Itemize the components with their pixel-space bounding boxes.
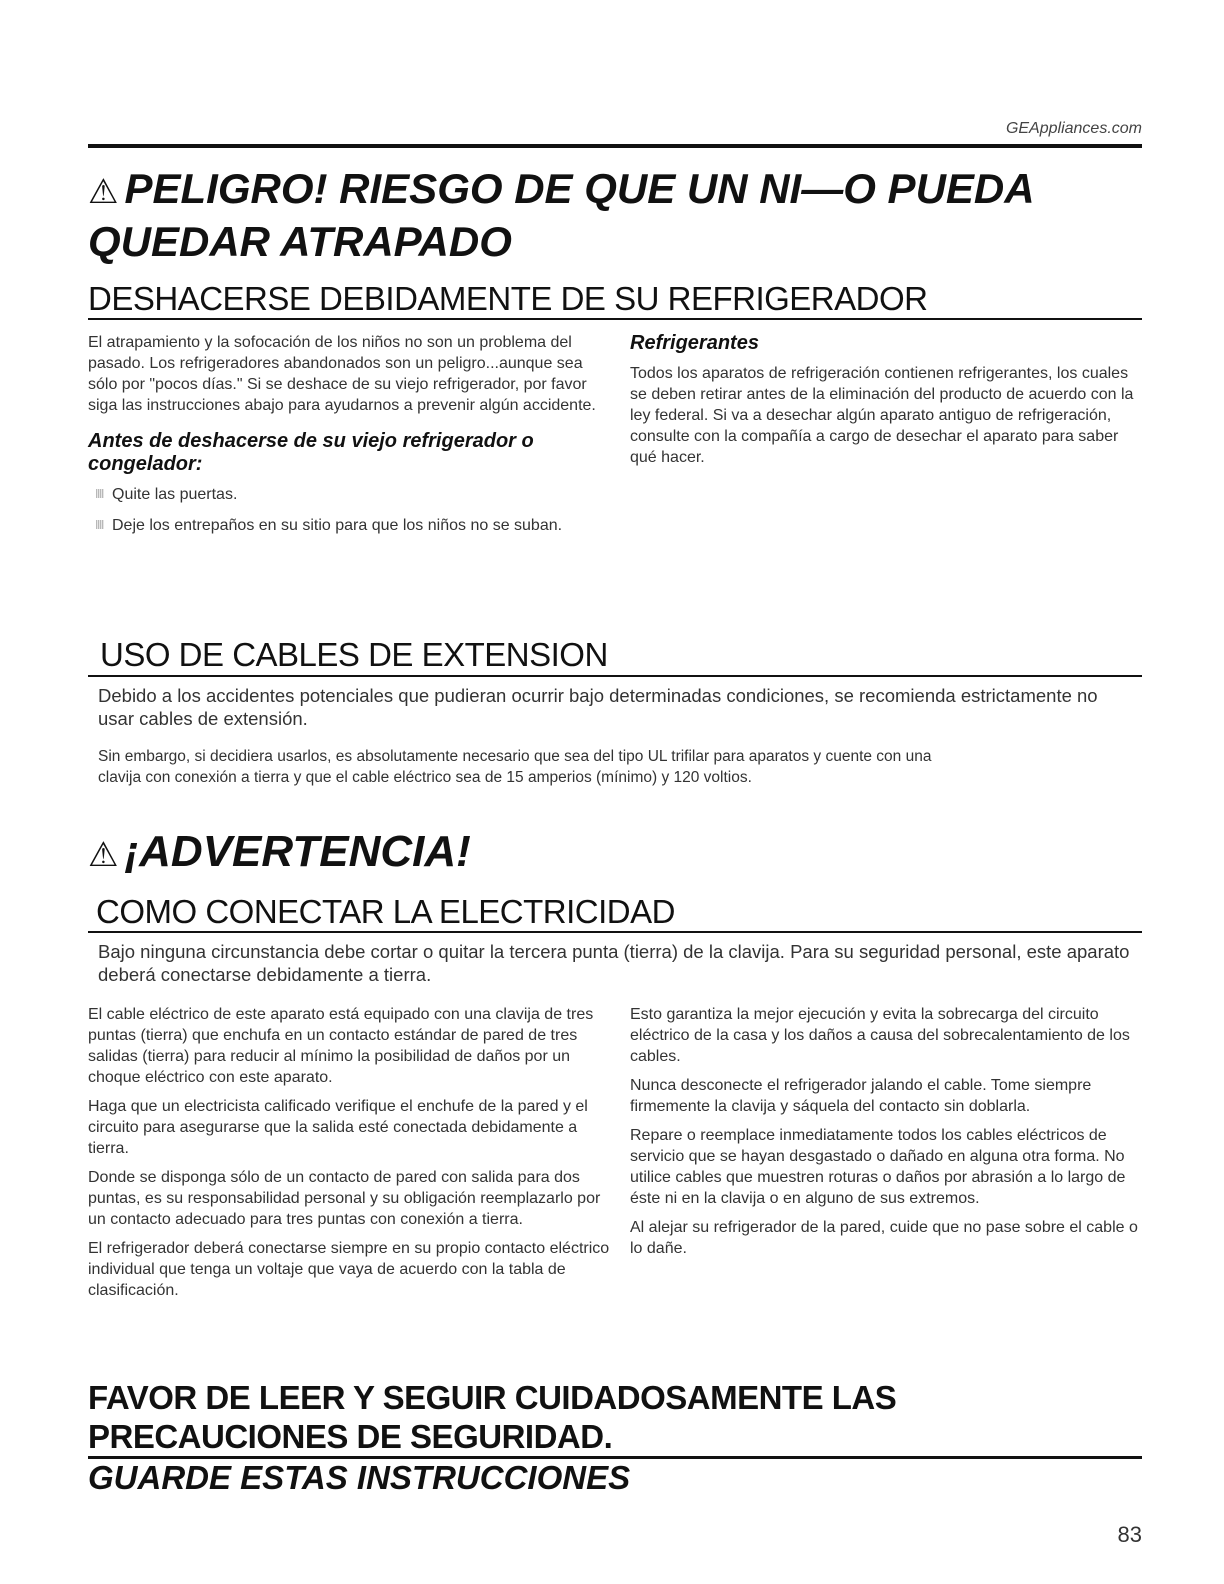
danger-title xyxy=(88,164,1142,267)
disposal-left-column xyxy=(88,332,598,546)
extension-heading: USO DE CABLES DE EXTENSION xyxy=(100,636,608,673)
electric-paragraph: Donde se disponga sólo de un contacto de pared con salida para dos puntas, es su responsabilidad personal y su obligación reemplazarlo por un contacto adecuado para tres puntas con conexión a tierra. xyxy=(88,1169,601,1228)
save-instructions-heading: GUARDE ESTAS INSTRUCCIONES xyxy=(88,1459,631,1496)
warning-title xyxy=(88,826,471,881)
bullet-text: Deje los entrepaños en su sitio para que los niños no se suban. xyxy=(112,517,563,534)
bullet-square-icon xyxy=(96,520,104,529)
danger-title-text: PELIGRO! RIESGO DE QUE UN NI—O PUEDA QUEDAR ATRAPADO xyxy=(88,165,1034,265)
electric-paragraph: Nunca desconecte el refrigerador jalando el cable. Tome siempre firmemente la clavija y sáquela del contacto sin doblarla. xyxy=(630,1077,1092,1115)
electric-paragraph: Repare o reemplace inmediatamente todos los cables eléctricos de servicio que se hayan desgastado o dañado en alguna otra forma. No utilice cables que muestren roturas o daños por abrasión a lo largo de éste ni en la clavija o en alguno de sus extremos. xyxy=(630,1127,1126,1207)
warning-triangle-icon: ⚠ xyxy=(88,173,119,211)
extension-lead: Debido a los accidentes potenciales que pudieran ocurrir bajo determinadas condiciones, se recomienda estrictamente no usar cables de extensión. xyxy=(98,685,1098,729)
warning-triangle-icon: ⚠ xyxy=(88,836,119,874)
manual-page xyxy=(88,0,1142,1584)
electric-lead: Bajo ninguna circunstancia debe cortar o quitar la tercera punta (tierra) de la clavija. Para su seguridad personal, este aparato deberá conectarse debidamente a tierra. xyxy=(98,941,1130,985)
before-disposal-heading: Antes de deshacerse de su viejo refrigerador o congelador: xyxy=(88,430,534,475)
site-url: GEAppliances.com xyxy=(1005,120,1142,137)
bullet-item xyxy=(88,515,598,536)
extension-rule xyxy=(88,675,1142,677)
warning-title-text: ¡ADVERTENCIA! xyxy=(124,827,471,876)
electric-paragraph: Al alejar su refrigerador de la pared, cuide que no pase sobre el cable o lo dañe. xyxy=(630,1219,1138,1257)
page-number: 83 xyxy=(1117,1522,1142,1547)
electric-heading: COMO CONECTAR LA ELECTRICIDAD xyxy=(96,893,675,930)
extension-detail: Sin embargo, si decidiera usarlos, es absolutamente necesario que sea del tipo UL trifilar para aparatos y cuente con una clavija con conexión a tierra y que el cable eléctrico sea de 15 amperios (mínimo) y 120 voltios. xyxy=(98,748,932,786)
refrigerants-heading: Refrigerantes xyxy=(630,332,759,354)
electric-paragraph: Haga que un electricista calificado verifique el enchufe de la pared y el circuito para asegurarse que la salida esté conectada debidamente a tierra. xyxy=(88,1098,588,1157)
bullet-text: Quite las puertas. xyxy=(112,486,238,503)
disposal-intro: El atrapamiento y la sofocación de los niños no son un problema del pasado. Los refrigeradores abandonados son un peligro...aunque sea sólo por "pocos días." Si se deshace de su viejo refrigerador, por favor siga las instrucciones abajo para ayudarnos a prevenir algún accidente. xyxy=(88,334,596,414)
electric-paragraph: El cable eléctrico de este aparato está equipado con una clavija de tres puntas (tierra) que enchufa en un contacto estándar de pared de tres salidas (tierra) para reducir al mínimo la posibilidad de daños por un choque eléctrico con este aparato. xyxy=(88,1006,594,1086)
bullet-item xyxy=(88,484,598,505)
electric-paragraph: Esto garantiza la mejor ejecución y evita la sobrecarga del circuito eléctrico de la casa y los daños a causa del sobrecalentamiento de los cables. xyxy=(630,1006,1130,1065)
disposal-rule xyxy=(88,318,1142,320)
electric-paragraph: El refrigerador deberá conectarse siempre en su propio contacto eléctrico individual que tenga un voltaje que vaya de acuerdo con la tabla de clasificación. xyxy=(88,1240,610,1299)
electric-rule xyxy=(88,931,1142,933)
electric-right-column xyxy=(630,1004,1142,1267)
bullet-square-icon xyxy=(96,489,104,498)
disposal-right-column xyxy=(630,332,1140,476)
disposal-heading: DESHACERSE DEBIDAMENTE DE SU REFRIGERADOR xyxy=(88,280,928,317)
electric-left-column xyxy=(88,1004,610,1309)
safety-heading: FAVOR DE LEER Y SEGUIR CUIDADOSAMENTE LAS PRECAUCIONES DE SEGURIDAD. xyxy=(88,1379,897,1455)
refrigerants-text: Todos los aparatos de refrigeración contienen refrigerantes, los cuales se deben retirar antes de la eliminación del producto de acuerdo con la ley federal. Si va a desechar algún aparato antiguo de refrigeración, consulte con la compañía a cargo de desechar el aparato para saber qué hacer. xyxy=(630,365,1134,466)
top-rule xyxy=(88,144,1142,148)
